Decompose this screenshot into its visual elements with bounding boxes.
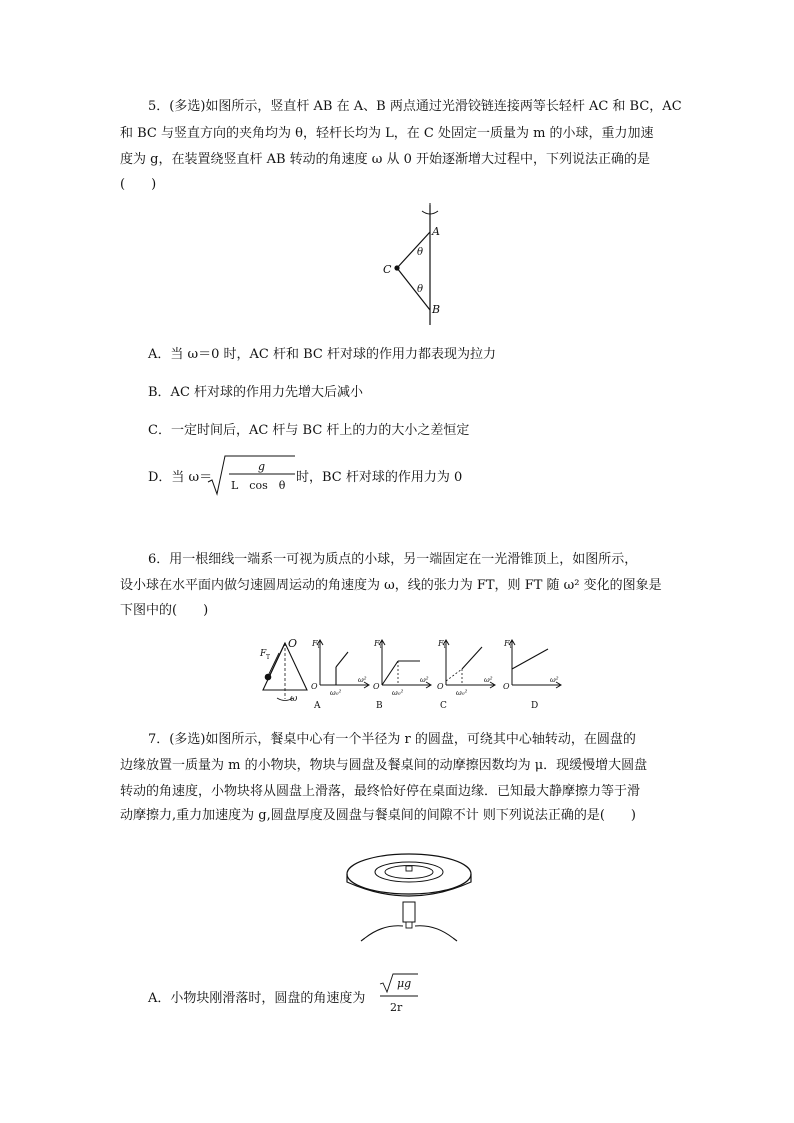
graph-c-caption: C: [440, 701, 447, 711]
graph-c-xlabel: ω²: [484, 676, 493, 684]
dining-table-figure: [343, 848, 473, 948]
q5-option-a: A．当 ω＝0 时，AC 杆和 BC 杆对球的作用力都表现为拉力: [148, 347, 496, 362]
graph-a-w0: ω₀²: [330, 689, 342, 697]
q5-d-denominator: L cos θ: [231, 479, 286, 492]
graph-b-w0: ω₀²: [392, 689, 404, 697]
graph-d-origin: O: [503, 682, 510, 691]
q7-option-a: [148, 989, 365, 1009]
cone-o-label: O: [288, 637, 298, 650]
graph-b-ylabel: F: [374, 639, 380, 648]
graph-b-origin: O: [373, 682, 380, 691]
q7-a-denominator: 2r: [390, 1001, 403, 1014]
q5-option-d-prefix: D．当 ω＝: [148, 470, 213, 485]
q6-line-1: 6．用一根细线一端系一可视为质点的小球，另一端固定在一光滑锥顶上，如图所示，: [148, 552, 638, 567]
graph-a-ylabel: F: [312, 639, 318, 648]
point-b-label: B: [432, 303, 441, 316]
q6-graph-c: [438, 637, 500, 712]
graph-c-origin: O: [437, 682, 444, 691]
graph-c-ysub: T: [443, 644, 447, 650]
q5-rod-figure: [370, 205, 450, 330]
graph-d-ysub: T: [509, 644, 513, 650]
cone-omega-label: ω: [290, 694, 298, 704]
q7-line-3: 转动的角速度，小物块将从圆盘上滑落，最终恰好停在桌面边缘．已知最大静摩擦力等于滑: [120, 784, 641, 799]
q5-line-1: 5．(多选)如图所示，竖直杆 AB 在 A、B 两点通过光滑铰链连接两等长轻杆 AC 和 BC，AC: [148, 99, 682, 114]
q7-option-a-prefix: A．小物块刚滑落时，圆盘的角速度为: [148, 991, 366, 1006]
q6-cone-figure: [255, 637, 315, 709]
q5-line-3: 度为 g，在装置绕竖直杆 AB 转动的角速度 ω 从 0 开始逐渐增大过程中，下列说法正确的是: [120, 152, 651, 167]
q6-graph-a: [312, 637, 374, 712]
q7-line-4: 动摩擦力,重力加速度为 g,圆盘厚度及圆盘与餐桌间的间隙不计 则下列说法正确的是( ): [120, 808, 636, 823]
q5-option-d: [148, 468, 212, 488]
theta-upper-label: θ: [417, 247, 424, 258]
point-c-label: C: [383, 263, 392, 276]
graph-b-caption: B: [376, 701, 383, 711]
q5-line-4: ( ): [120, 177, 157, 192]
q7-a-numerator: μg: [397, 977, 412, 990]
q7-option-a-fraction: [378, 972, 422, 1016]
q5-option-b: B．AC 杆对球的作用力先增大后减小: [148, 385, 364, 400]
graph-b-xlabel: ω²: [420, 676, 429, 684]
q6-line-2: 设小球在水平面内做匀速圆周运动的角速度为 ω，线的张力为 FT，则 FT 随 ω² 变化的图象是: [120, 578, 662, 593]
q6-line-3: 下图中的( ): [120, 603, 209, 618]
graph-d-xlabel: ω²: [550, 676, 559, 684]
q6-graph-d: [504, 637, 566, 712]
graph-a-origin: O: [311, 682, 318, 691]
q5-option-c: C．一定时间后，AC 杆与 BC 杆上的力的大小之差恒定: [148, 423, 470, 438]
q5-d-numerator: g: [258, 460, 266, 473]
theta-lower-label: θ: [417, 284, 424, 295]
graph-c-ylabel: F: [438, 639, 444, 648]
graph-a-ysub: T: [317, 644, 321, 650]
graph-b-ysub: T: [379, 644, 383, 650]
cone-force-sub: T: [266, 654, 271, 661]
graph-a-caption: A: [314, 701, 321, 711]
point-a-label: A: [432, 225, 440, 238]
graph-d-ylabel: F: [504, 639, 510, 648]
cone-force-label: F: [260, 649, 267, 659]
graph-a-xlabel: ω²: [358, 676, 367, 684]
graph-d-caption: D: [531, 701, 539, 711]
graph-c-w0: ω₀²: [456, 689, 468, 697]
q7-line-1: 7．(多选)如图所示，餐桌中心有一个半径为 r 的圆盘，可绕其中心轴转动，在圆盘的: [148, 732, 636, 747]
q5-option-d-sqrt: [205, 454, 297, 496]
q6-graph-b: [374, 637, 436, 712]
q7-line-2: 边缘放置一质量为 m 的小物块，物块与圆盘及餐桌间的动摩擦因数均为 μ．现缓慢增大圆盘: [120, 758, 648, 773]
q5-line-2: 和 BC 与竖直方向的夹角均为 θ，轻杆长均为 L，在 C 处固定一质量为 m 的小球，重力加速: [120, 126, 654, 141]
q5-option-d-suffix: 时，BC 杆对球的作用力为 0: [296, 470, 463, 485]
